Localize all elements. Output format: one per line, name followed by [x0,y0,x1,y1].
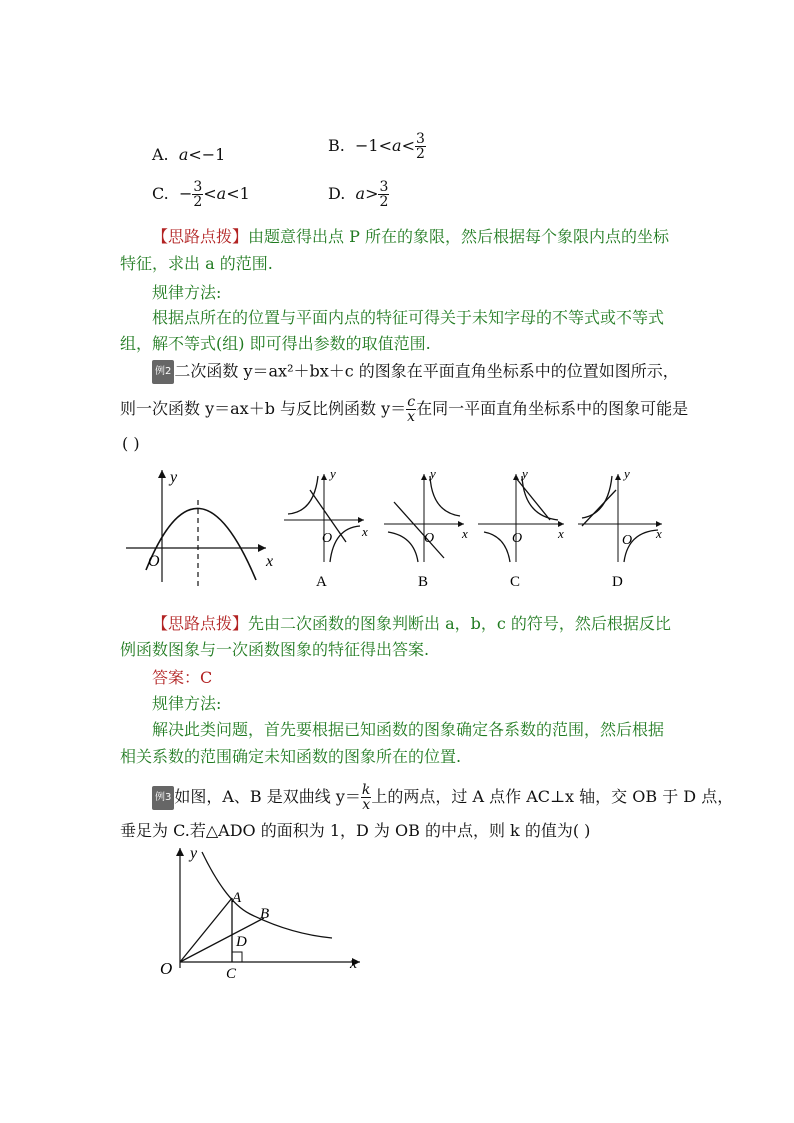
svg-text:O: O [160,959,173,978]
svg-text:O: O [622,533,633,548]
option-label-c: C [510,574,521,590]
option-b: B. −1<a< $\frac{3}{2}$ [328,131,425,162]
svg-text:y: y [522,466,528,481]
fraction: $\frac{k}{x}$ [361,782,371,813]
method-2-line-2: 相关系数的范围确定未知函数的图象所在的位置. [120,747,462,766]
hint-2-line-2: 例函数图象与一次函数图象的特征得出答案. [120,640,430,659]
method-1-line-2: 组，解不等式(组) 即可得出参数的取值范围. [120,334,431,353]
right-angle-mark [232,952,242,962]
graph-option-a [284,466,368,590]
fraction: $\frac{3}{2}$ [379,179,389,210]
svg-text:C: C [226,966,237,982]
svg-text:A: A [232,890,242,906]
svg-text:y: y [190,845,198,862]
method-2-title: 规律方法: [152,694,222,713]
example-2-blank: ( ) [122,434,140,453]
x-label: x [266,553,274,570]
svg-text:B: B [260,906,270,922]
svg-text:y: y [330,466,336,481]
fraction: $\frac{c}{x}$ [407,394,416,425]
svg-text:O: O [512,531,523,546]
option-c: C. − $\frac{3}{2}$ <a<1 [152,179,250,210]
example-badge: 例2 [152,360,174,384]
segment-ob [180,918,264,962]
svg-text:x: x [462,526,468,541]
answer-2: 答案：C [152,668,213,687]
figure-3 [150,842,380,982]
parabola-graph [126,469,273,586]
option-d: D. a> $\frac{3}{2}$ [328,179,389,210]
hint-2-line-1: 【思路点拨】先由二次函数的图象判断出 a，b，c 的符号，然后根据反比 [152,614,671,633]
fraction: $\frac{3}{2}$ [415,131,425,162]
method-2-line-1: 解决此类问题，首先要根据已知函数的图象确定各系数的范围，然后根据 [152,720,665,739]
svg-text:x: x [362,524,368,539]
svg-text:y: y [624,466,630,481]
graph-option-d [578,466,662,590]
svg-text:O: O [322,531,333,546]
option-a: A. a<−1 [152,145,226,164]
segment-oa [180,898,232,962]
svg-text:x: x [350,955,358,972]
example-2-line-2: 则一次函数 y＝ax＋b 与反比例函数 y＝ $\frac{c}{x}$ 在同一平面直角坐标系中的图象可能是 [120,394,689,425]
option-label-b: B [418,574,429,590]
example-3-line-1: 例3 如图，A、B 是双曲线 y＝ $\frac{k}{x}$ 上的两点，过 A 点作 AC⊥x 轴，交 OB 于 D 点， [152,783,733,812]
option-label-a: A [316,574,327,590]
svg-text:D: D [236,934,247,950]
graph-option-c [478,466,564,590]
svg-text:O: O [424,531,435,546]
svg-text:x: x [656,526,662,541]
example-badge: 例3 [152,786,174,810]
figure-2 [118,462,678,592]
origin-label: O [148,553,160,570]
hint-1-line-1: 【思路点拨】由题意得出点 P 所在的象限，然后根据每个象限内点的坐标 [152,227,669,246]
svg-text:x: x [558,526,564,541]
method-1-title: 规律方法: [152,283,222,302]
example-2-line-1: 例2 二次函数 y＝ax²＋bx＋c 的图象在平面直角坐标系中的位置如图所示， [152,360,679,384]
graph-option-b [384,466,468,590]
example-3-line-2: 垂足为 C.若△ADO 的面积为 1，D 为 OB 的中点，则 k 的值为( ) [120,821,591,840]
hyperbola-curve [202,852,332,938]
y-label: y [170,469,178,486]
option-label-d: D [612,574,623,590]
method-1-line-1: 根据点所在的位置与平面内点的特征可得关于未知字母的不等式或不等式 [152,308,665,327]
fraction: $\frac{3}{2}$ [193,179,203,210]
svg-text:y: y [430,466,436,481]
hint-1-line-2: 特征，求出 a 的范围. [120,254,273,273]
